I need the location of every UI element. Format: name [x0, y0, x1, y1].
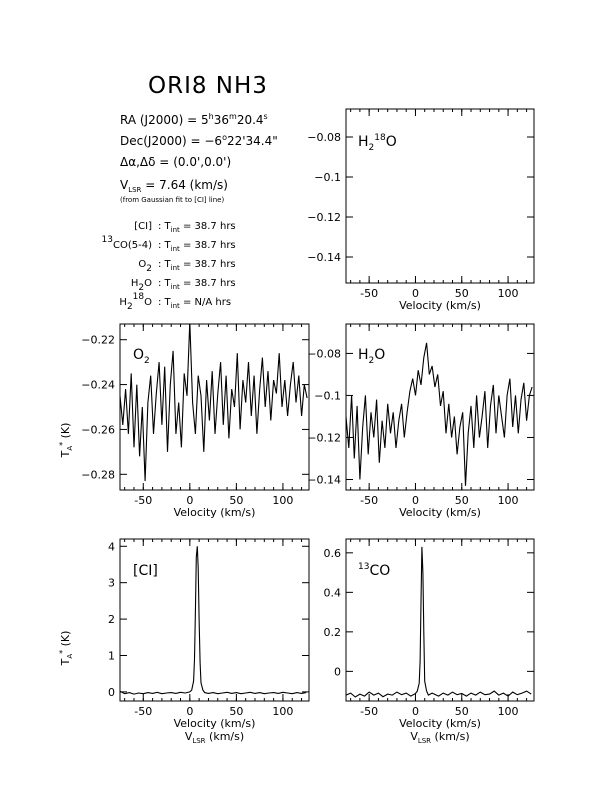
tint-line-name: H218O	[119, 292, 152, 312]
panel-label: $H_2^{18}O$	[358, 133, 397, 153]
panel-label: $H_2O$	[358, 347, 386, 366]
y-tick-label: −0.22	[81, 333, 115, 347]
x-tick-label: 0	[186, 705, 194, 718]
integration-times	[102, 221, 236, 312]
x-axis-label: Velocity (km/s)	[173, 717, 256, 730]
page-title: ORI8 NH3	[148, 73, 268, 99]
y-tick-label: 3	[108, 576, 115, 590]
x-axis-label: Velocity (km/s)	[399, 299, 481, 312]
panel-h218o	[307, 109, 534, 312]
x-tick-label: 50	[454, 494, 469, 507]
tint-line-name: H2O	[130, 278, 152, 293]
x-tick-label: 50	[454, 287, 469, 300]
x-axis-label: Velocity (km/s)	[399, 717, 481, 730]
y-tick-label: 0	[108, 685, 115, 699]
panel-label: $O_2$	[133, 347, 150, 366]
x-tick-label: 100	[497, 705, 519, 718]
x-tick-label: 50	[454, 705, 469, 718]
spectra-panels	[81, 109, 534, 745]
tint-line-name: [CI]	[134, 221, 152, 232]
x-tick-label: 0	[411, 494, 419, 507]
x-tick-label: 100	[272, 705, 294, 718]
y-tick-label: 0.6	[323, 546, 341, 560]
y-tick-label: −0.08	[307, 131, 341, 144]
panel-ci	[108, 539, 309, 745]
y-tick-label: 2	[108, 613, 115, 627]
ra-line: RA (J2000) = 5$^h$36$^m$20.4$^s$	[120, 112, 268, 127]
x-axis-label-2: $V_{LSR}$ (km/s)	[184, 730, 245, 745]
ci-ylabel: $T_A^*$ (K)	[58, 630, 74, 666]
tint-line-value: : $T_{int} = 38.7$ hrs	[158, 240, 236, 253]
tint-line-value: : $T_{int} = 38.7$ hrs	[158, 221, 236, 234]
y-tick-label: 0.4	[323, 586, 341, 600]
y-tick-label: 0.2	[323, 625, 341, 639]
y-tick-label: 0	[334, 665, 341, 679]
spectrum-o2	[120, 322, 307, 481]
x-axis-label: Velocity (km/s)	[173, 506, 256, 519]
dec-line: $Dec(J2000) = -6^o22'34.4$"	[120, 133, 278, 148]
x-tick-label: -50	[134, 494, 153, 507]
x-tick-label: 0	[411, 705, 419, 718]
x-tick-label: -50	[360, 287, 379, 300]
panel-label: [CI]	[133, 563, 158, 579]
y-tick-label: −0.14	[307, 473, 341, 487]
panel-13co	[324, 539, 535, 745]
tint-line-name: O2	[138, 259, 152, 274]
tint-line-name: 13CO(5-4)	[101, 235, 152, 251]
tint-line-value: : $T_{int} = 38.7$ hrs	[158, 278, 236, 291]
x-tick-label: -50	[360, 494, 379, 507]
y-tick-label: 4	[108, 540, 115, 554]
x-tick-label: -50	[134, 705, 153, 718]
tint-line-value: : $T_{int} = N/A$ hrs	[158, 297, 232, 310]
x-tick-label: 50	[229, 494, 244, 507]
x-tick-label: 100	[497, 287, 519, 300]
offset-line: Δα,Δδ = (0.0',0.0')	[120, 155, 232, 169]
vlsr-note: (from Gaussian fit to [CI] line)	[120, 196, 225, 204]
o2-ylabel: $T_A^*$ (K)	[58, 422, 74, 458]
y-tick-label: −0.28	[81, 468, 115, 482]
plot-frame	[120, 324, 309, 490]
x-tick-label: 0	[186, 494, 194, 507]
vlsr-line: $V_{LSR} = 7.64$ (km/s)	[120, 178, 228, 194]
x-tick-label: 100	[497, 494, 519, 507]
x-axis-label-2: $V_{LSR}$ (km/s)	[410, 730, 470, 745]
x-axis-label: Velocity (km/s)	[399, 506, 481, 519]
y-tick-label: 1	[108, 649, 115, 663]
panel-o2	[81, 322, 309, 519]
x-tick-label: 100	[272, 494, 294, 507]
y-tick-label: −0.1	[314, 389, 341, 403]
x-tick-label: 0	[411, 287, 419, 300]
y-tick-label: −0.12	[307, 431, 341, 445]
y-tick-label: −0.14	[307, 251, 341, 264]
panel-label: $^{13}$CO	[358, 562, 391, 579]
x-tick-label: -50	[360, 705, 379, 718]
y-tick-label: −0.26	[81, 423, 115, 437]
panel-h2o	[307, 324, 534, 519]
y-tick-label: −0.1	[314, 171, 341, 184]
y-tick-label: −0.12	[307, 211, 341, 224]
y-tick-label: −0.24	[81, 378, 115, 392]
x-tick-label: 50	[229, 705, 244, 718]
tint-line-value: : $T_{int} = 38.7$ hrs	[158, 259, 236, 272]
y-tick-label: −0.08	[307, 347, 341, 361]
